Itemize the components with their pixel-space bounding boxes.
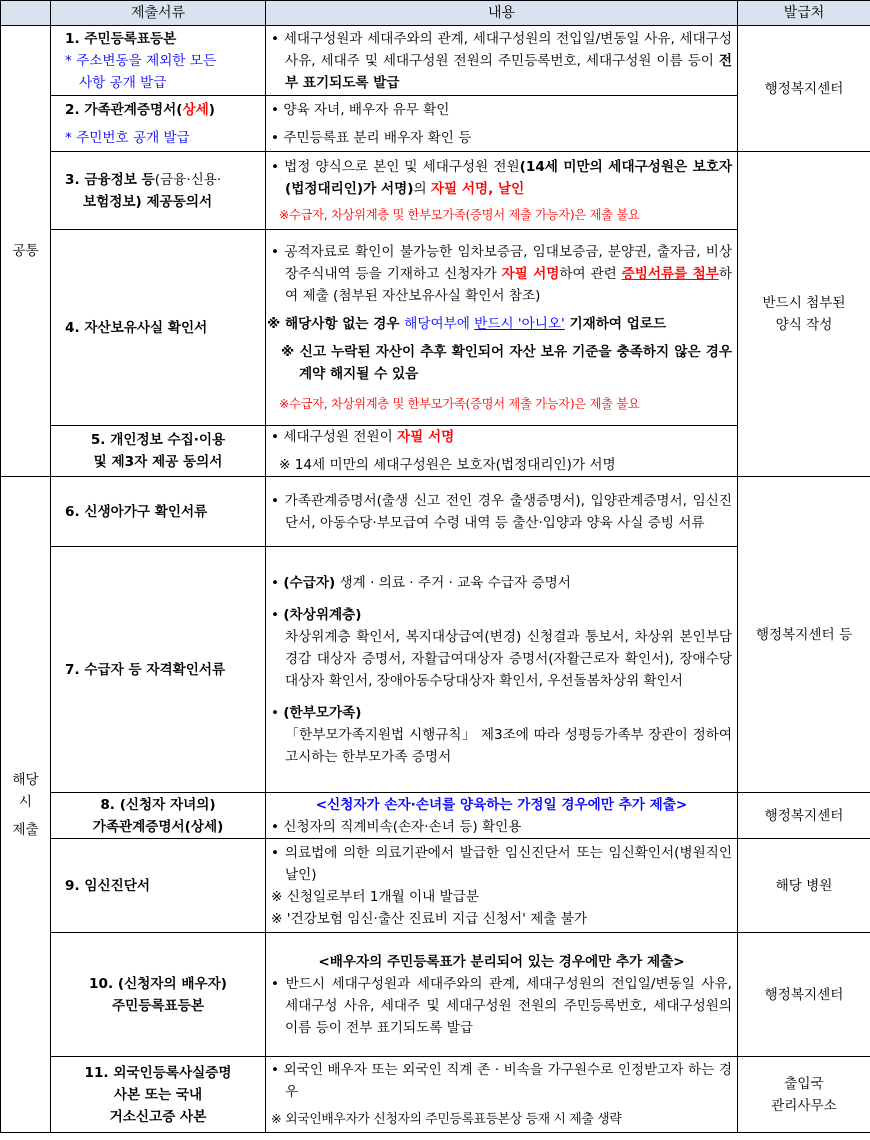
- table-row: [1, 1057, 870, 1133]
- doc-privacy-consent: 5. 개인정보 수집·이용 및 제3자 제공 동의서: [51, 426, 266, 477]
- content-privacy-consent: • 세대구성원 전원이 자필 서명 ※ 14세 미만의 세대구성원은 보호자(법정대리인)가 서명: [266, 426, 738, 477]
- content-resident-registration: • 세대구성원과 세대주와의 관계, 세대구성원의 전입일/변동일 사유, 세대구성 사유, 세대주 및 세대구성원 전원의 주민등록번호, 세대구성원 이름 등이 전부 표기되도록 발급: [266, 26, 738, 96]
- content-financial-consent: • 법정 양식으로 본인 및 세대구성원 전원(14세 미만의 세대구성원은 보호자(법정대리인)가 서명)의 자필 서명, 날인 ※수급자, 차상위계층 및 한부모가족(증명서 제출 가능자)은 제출 불요: [266, 152, 738, 230]
- header-content: 내용: [266, 1, 738, 26]
- table-row: [1, 26, 870, 96]
- doc-spouse-registration: 10. (신청자의 배우자) 주민등록표등본: [51, 933, 266, 1057]
- doc-resident-registration: [51, 26, 266, 96]
- table-row: [1, 477, 870, 547]
- content-pregnancy: • 의료법에 의한 의료기관에서 발급한 임신진단서 또는 임신확인서(병원직인 날인) ※ 신청일로부터 1개월 이내 발급분 ※ '건강보험 임신·출산 진료비 지급 신청서' 제출 불가: [266, 839, 738, 933]
- content-foreigner-registration: • 외국인 배우자 또는 외국인 직계 존 · 비속을 가구원수로 인정받고자 하는 경우 ※ 외국인배우자가 신청자의 주민등록표등본상 등재 시 제출 생략: [266, 1057, 738, 1133]
- doc-newborn: 6. 신생아가구 확인서류: [51, 477, 266, 547]
- doc-note: * 주소변동을 제외한 모든: [65, 52, 217, 69]
- doc-financial-consent: 3. 금융정보 등(금융·신용· 보험정보) 제공동의서: [51, 152, 266, 230]
- doc-note: * 주민번호 공개 발급: [65, 129, 190, 146]
- content-asset-confirmation: • 공적자료로 확인이 불가능한 임차보증금, 임대보증금, 분양권, 출자금, 비상장주식내역 등을 기재하고 신청자가 자필 서명하여 관련 증빙서류를 첨부하여 제출 (첨부된 자산보유사실 확인서 참조) ※ 해당사항 없는 경우 해당여부에 반드시 '아니오' 기재하여 업로드 ※ 신고 누락된 자산이 추후 확인되어 자산 보유 기준을 충족하지 않은 경우 계약 해지될 수 있음 ※수급자, 차상위계층 및 한부모가족(증명서 제출 가능자)은 제출 불요: [266, 230, 738, 426]
- table-row: [1, 793, 870, 839]
- doc-pregnancy: 9. 임신진단서: [51, 839, 266, 933]
- header-group: [1, 1, 51, 26]
- content-family-relation: • 양육 자녀, 배우자 유무 확인 • 주민등록표 분리 배우자 확인 등: [266, 96, 738, 152]
- issuer-hospital: 해당 병원: [738, 839, 870, 933]
- doc-eligibility: 7. 수급자 등 자격확인서류: [51, 547, 266, 793]
- table-row: [1, 933, 870, 1057]
- group-common: 공통: [1, 26, 51, 477]
- table-row: [1, 152, 870, 230]
- content-spouse-registration: <배우자의 주민등록표가 분리되어 있는 경우에만 추가 제출> • 반드시 세대구성원과 세대주와의 관계, 세대구성원의 전입일/변동일 사유, 세대구성 사유, 세대주 및 세대구성원 전원의 주민등록번호, 세대구성원의 이름 등이 전부 표기되도록 발급: [266, 933, 738, 1057]
- issuer-immigration: 출입국 관리사무소: [738, 1057, 870, 1133]
- issuer-admin-center-etc: 행정복지센터 등: [738, 477, 870, 793]
- content-newborn: • 가족관계증명서(출생 신고 전인 경우 출생증명서), 입양관계증명서, 임신진단서, 아동수당·부모급여 수령 내역 등 출산·입양과 양육 사실 증빙 서류: [266, 477, 738, 547]
- doc-foreigner-registration: 11. 외국인등록사실증명 사본 또는 국내 거소신고증 사본: [51, 1057, 266, 1133]
- issuer-attached-form: 반드시 첨부된 양식 작성: [738, 152, 870, 477]
- group-applicable: 해당 시 제출: [1, 477, 51, 1133]
- doc-family-relation: 2. 가족관계증명서(상세) * 주민번호 공개 발급: [51, 96, 266, 152]
- issuer-admin-center: 행정복지센터: [738, 26, 870, 152]
- table-header-row: [1, 1, 870, 26]
- content-child-family-relation: <신청자가 손자·손녀를 양육하는 가정일 경우에만 추가 제출> • 신청자의 직계비속(손자·손녀 등) 확인용: [266, 793, 738, 839]
- issuer-admin-center-8: 행정복지센터: [738, 793, 870, 839]
- header-issuer: 발급처: [738, 1, 870, 26]
- content-eligibility: • (수급자) 생계 · 의료 · 주거 · 교육 수급자 증명서 • (차상위계층) 차상위계층 확인서, 복지대상급여(변경) 신청결과 통보서, 차상위 본인부담 경감 대상자 증명서, 자활급여대상자 증명서(자활근로자 확인서), 장애수당대상자 확인서, 장애아동수당대상자 확인서, 우선돌봄차상위 확인서 • (한부모가족) 「한부모가족지원법 시행규칙」 제3조에 따라 성평등가족부 장관이 정하여 고시하는 한부모가족 증명서: [266, 547, 738, 793]
- doc-note-cont: 사항 공개 발급: [79, 74, 167, 91]
- doc-title: 1. 주민등록표등본: [65, 30, 177, 47]
- doc-child-family-relation: 8. (신청자 자녀의) 가족관계증명서(상세): [51, 793, 266, 839]
- table-row: [1, 839, 870, 933]
- header-documents: 제출서류: [51, 1, 266, 26]
- doc-asset-confirmation: 4. 자산보유사실 확인서: [51, 230, 266, 426]
- issuer-admin-center-10: 행정복지센터: [738, 933, 870, 1057]
